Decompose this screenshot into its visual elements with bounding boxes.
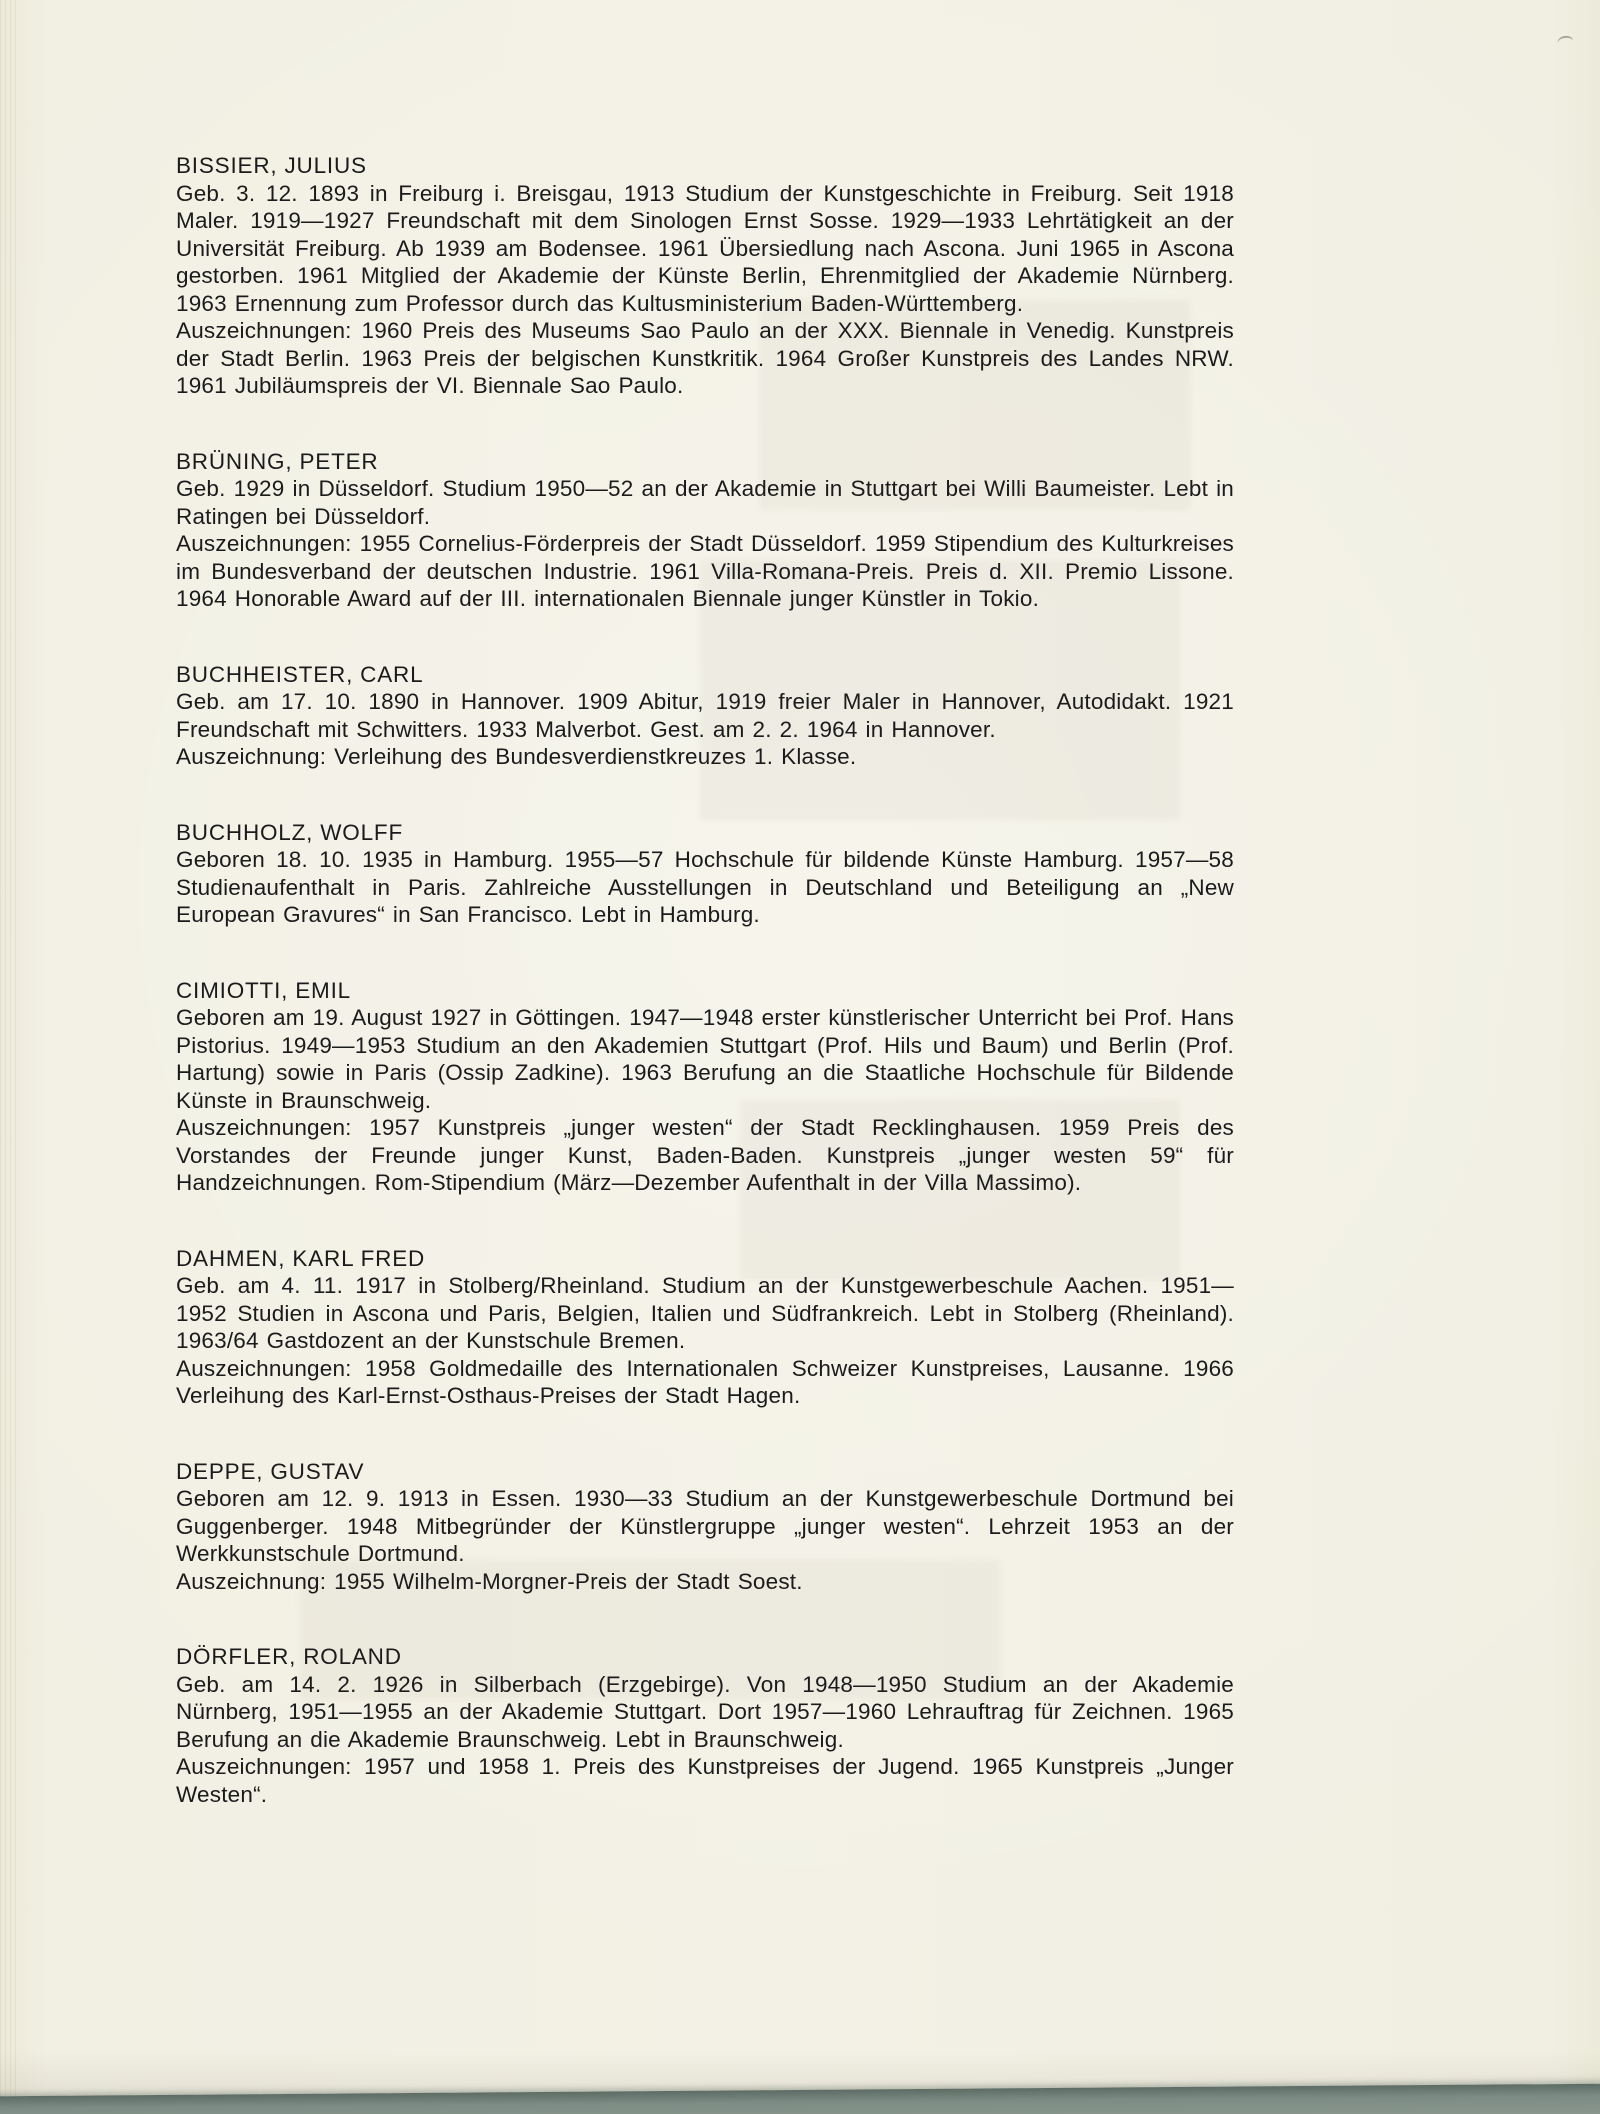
artist-awards: Auszeichnungen: 1957 Kunstpreis „junger westen“ der Stadt Recklinghausen. 1959 Preis des Vorstandes der Freunde junger Kunst, Baden-Baden. Kunstpreis „junger westen 59“ für Handzeichnungen. Rom-Stipendium (März—Dezember Aufenthalt in der Villa Massimo). [176, 1115, 1234, 1195]
artist-name: BUCHHOLZ, WOLFF [176, 819, 404, 845]
artist-bio: Geb. 1929 in Düsseldorf. Studium 1950—52 an der Akademie in Stuttgart bei Willi Baumeister. Lebt in Ratingen bei Düsseldorf. [176, 476, 1234, 529]
artist-awards: Auszeichnungen: 1960 Preis des Museums Sao Paulo an der XXX. Biennale in Venedig. Kunstpreis der Stadt Berlin. 1963 Preis der belgischen Kunstkritik. 1964 Großer Kunstpreis des Landes NRW. 1961 Jubiläumspreis der VI. Biennale Sao Paulo. [176, 318, 1234, 398]
artist-name: BRÜNING, PETER [176, 448, 379, 474]
artist-bio: Geboren am 19. August 1927 in Göttingen. 1947—1948 erster künstlerischer Unterricht bei Prof. Hans Pistorius. 1949—1953 Studium an den Akademien Stuttgart (Prof. Hils und Baum) und Berlin (Prof. Hartung) sowie in Paris (Ossip Zadkine). 1963 Berufung an die Staatliche Hochschule für Bildende Künste in Braunschweig. [176, 1005, 1234, 1113]
artist-entry-deppe [176, 1458, 1234, 1596]
artist-entry-buchholz [176, 819, 1234, 929]
artist-entry-cimiotti [176, 977, 1234, 1197]
artist-awards: Auszeichnungen: 1957 und 1958 1. Preis des Kunstpreises der Jugend. 1965 Kunstpreis „Junger Westen“. [176, 1754, 1234, 1807]
artist-entry-buchheister [176, 661, 1234, 771]
artist-awards: Auszeichnungen: 1958 Goldmedaille des Internationalen Schweizer Kunstpreises, Lausanne. 1966 Verleihung des Karl-Ernst-Osthaus-Preises der Stadt Hagen. [176, 1355, 1234, 1408]
artist-name: BUCHHEISTER, CARL [176, 661, 424, 687]
artist-entry-dahmen [176, 1245, 1234, 1410]
artist-entry-bissier [176, 152, 1234, 400]
artist-bio: Geb. am 17. 10. 1890 in Hannover. 1909 Abitur, 1919 freier Maler in Hannover, Autodidakt. 1921 Freundschaft mit Schwitters. 1933 Malverbot. Gest. am 2. 2. 1964 in Hannover. [176, 689, 1234, 742]
artist-bio: Geb. am 14. 2. 1926 in Silberbach (Erzgebirge). Von 1948—1950 Studium an der Akademie Nürnberg, 1951—1955 an der Akademie Stuttgart. Dort 1957—1960 Lehrauftrag für Zeichnen. 1965 Berufung an die Akademie Braunschweig. Lebt in Braunschweig. [176, 1671, 1234, 1752]
artist-bio: Geb. am 4. 11. 1917 in Stolberg/Rheinland. Studium an der Kunstgewerbeschule Aachen. 1951—1952 Studien in Ascona und Paris, Belgien, Italien und Südfrankreich. Lebt in Stolberg (Rheinland). 1963/64 Gastdozent an der Kunstschule Bremen. [176, 1273, 1234, 1353]
artist-awards: Auszeichnungen: 1955 Cornelius-Förderpreis der Stadt Düsseldorf. 1959 Stipendium des Kulturkreises im Bundesverband der deutschen Industrie. 1961 Villa-Romana-Preis. Preis d. XII. Premio Lissone. 1964 Honorable Award auf der III. internationalen Biennale junger Künstler in Tokio. [176, 531, 1234, 611]
artist-bio: Geb. 3. 12. 1893 in Freiburg i. Breisgau, 1913 Studium der Kunstgeschichte in Freiburg. Seit 1918 Maler. 1919—1927 Freundschaft mit dem Sinologen Ernst Sosse. 1929—1933 Lehrtätigkeit an der Universität Freiburg. Ab 1939 am Bodensee. 1961 Übersiedlung nach Ascona. Juni 1965 in Ascona gestorben. 1961 Mitglied der Akademie der Künste Berlin, Ehrenmitglied der Akademie Nürnberg. 1963 Ernennung zum Professor durch das Kultusministerium Baden-Württemberg. [176, 180, 1234, 316]
artist-name: BISSIER, JULIUS [176, 153, 367, 178]
artist-name: DÖRFLER, ROLAND [176, 1644, 402, 1669]
artist-name: DEPPE, GUSTAV [176, 1458, 365, 1484]
book-page-edges-decoration [0, 0, 16, 2114]
artist-awards: Auszeichnung: Verleihung des Bundesverdienstkreuzes 1. Klasse. [176, 744, 857, 769]
artist-name: DAHMEN, KARL FRED [176, 1245, 426, 1271]
artist-awards: Auszeichnung: 1955 Wilhelm-Morgner-Preis der Stadt Soest. [176, 1568, 803, 1594]
artist-bio: Geboren 18. 10. 1935 in Hamburg. 1955—57 Hochschule für bildende Künste Hamburg. 1957—58 Studienaufenthalt in Paris. Zahlreiche Ausstellungen in Deutschland und Beteiligung an „New European Gravures“ in San Francisco. Lebt in Hamburg. [176, 847, 1234, 927]
artist-name: CIMIOTTI, EMIL [176, 977, 351, 1003]
paper-flaw-mark [1557, 35, 1574, 45]
artist-bio: Geboren am 12. 9. 1913 in Essen. 1930—33 Studium an der Kunstgewerbeschule Dortmund bei Guggenberger. 1948 Mitbegründer der Künstlergruppe „junger westen“. Lehrzeit 1953 an der Werkkunstschule Dortmund. [176, 1486, 1234, 1566]
artist-entry-doerfler [176, 1643, 1234, 1808]
biography-text-block [176, 152, 1234, 1856]
artist-entry-bruening [176, 448, 1234, 613]
